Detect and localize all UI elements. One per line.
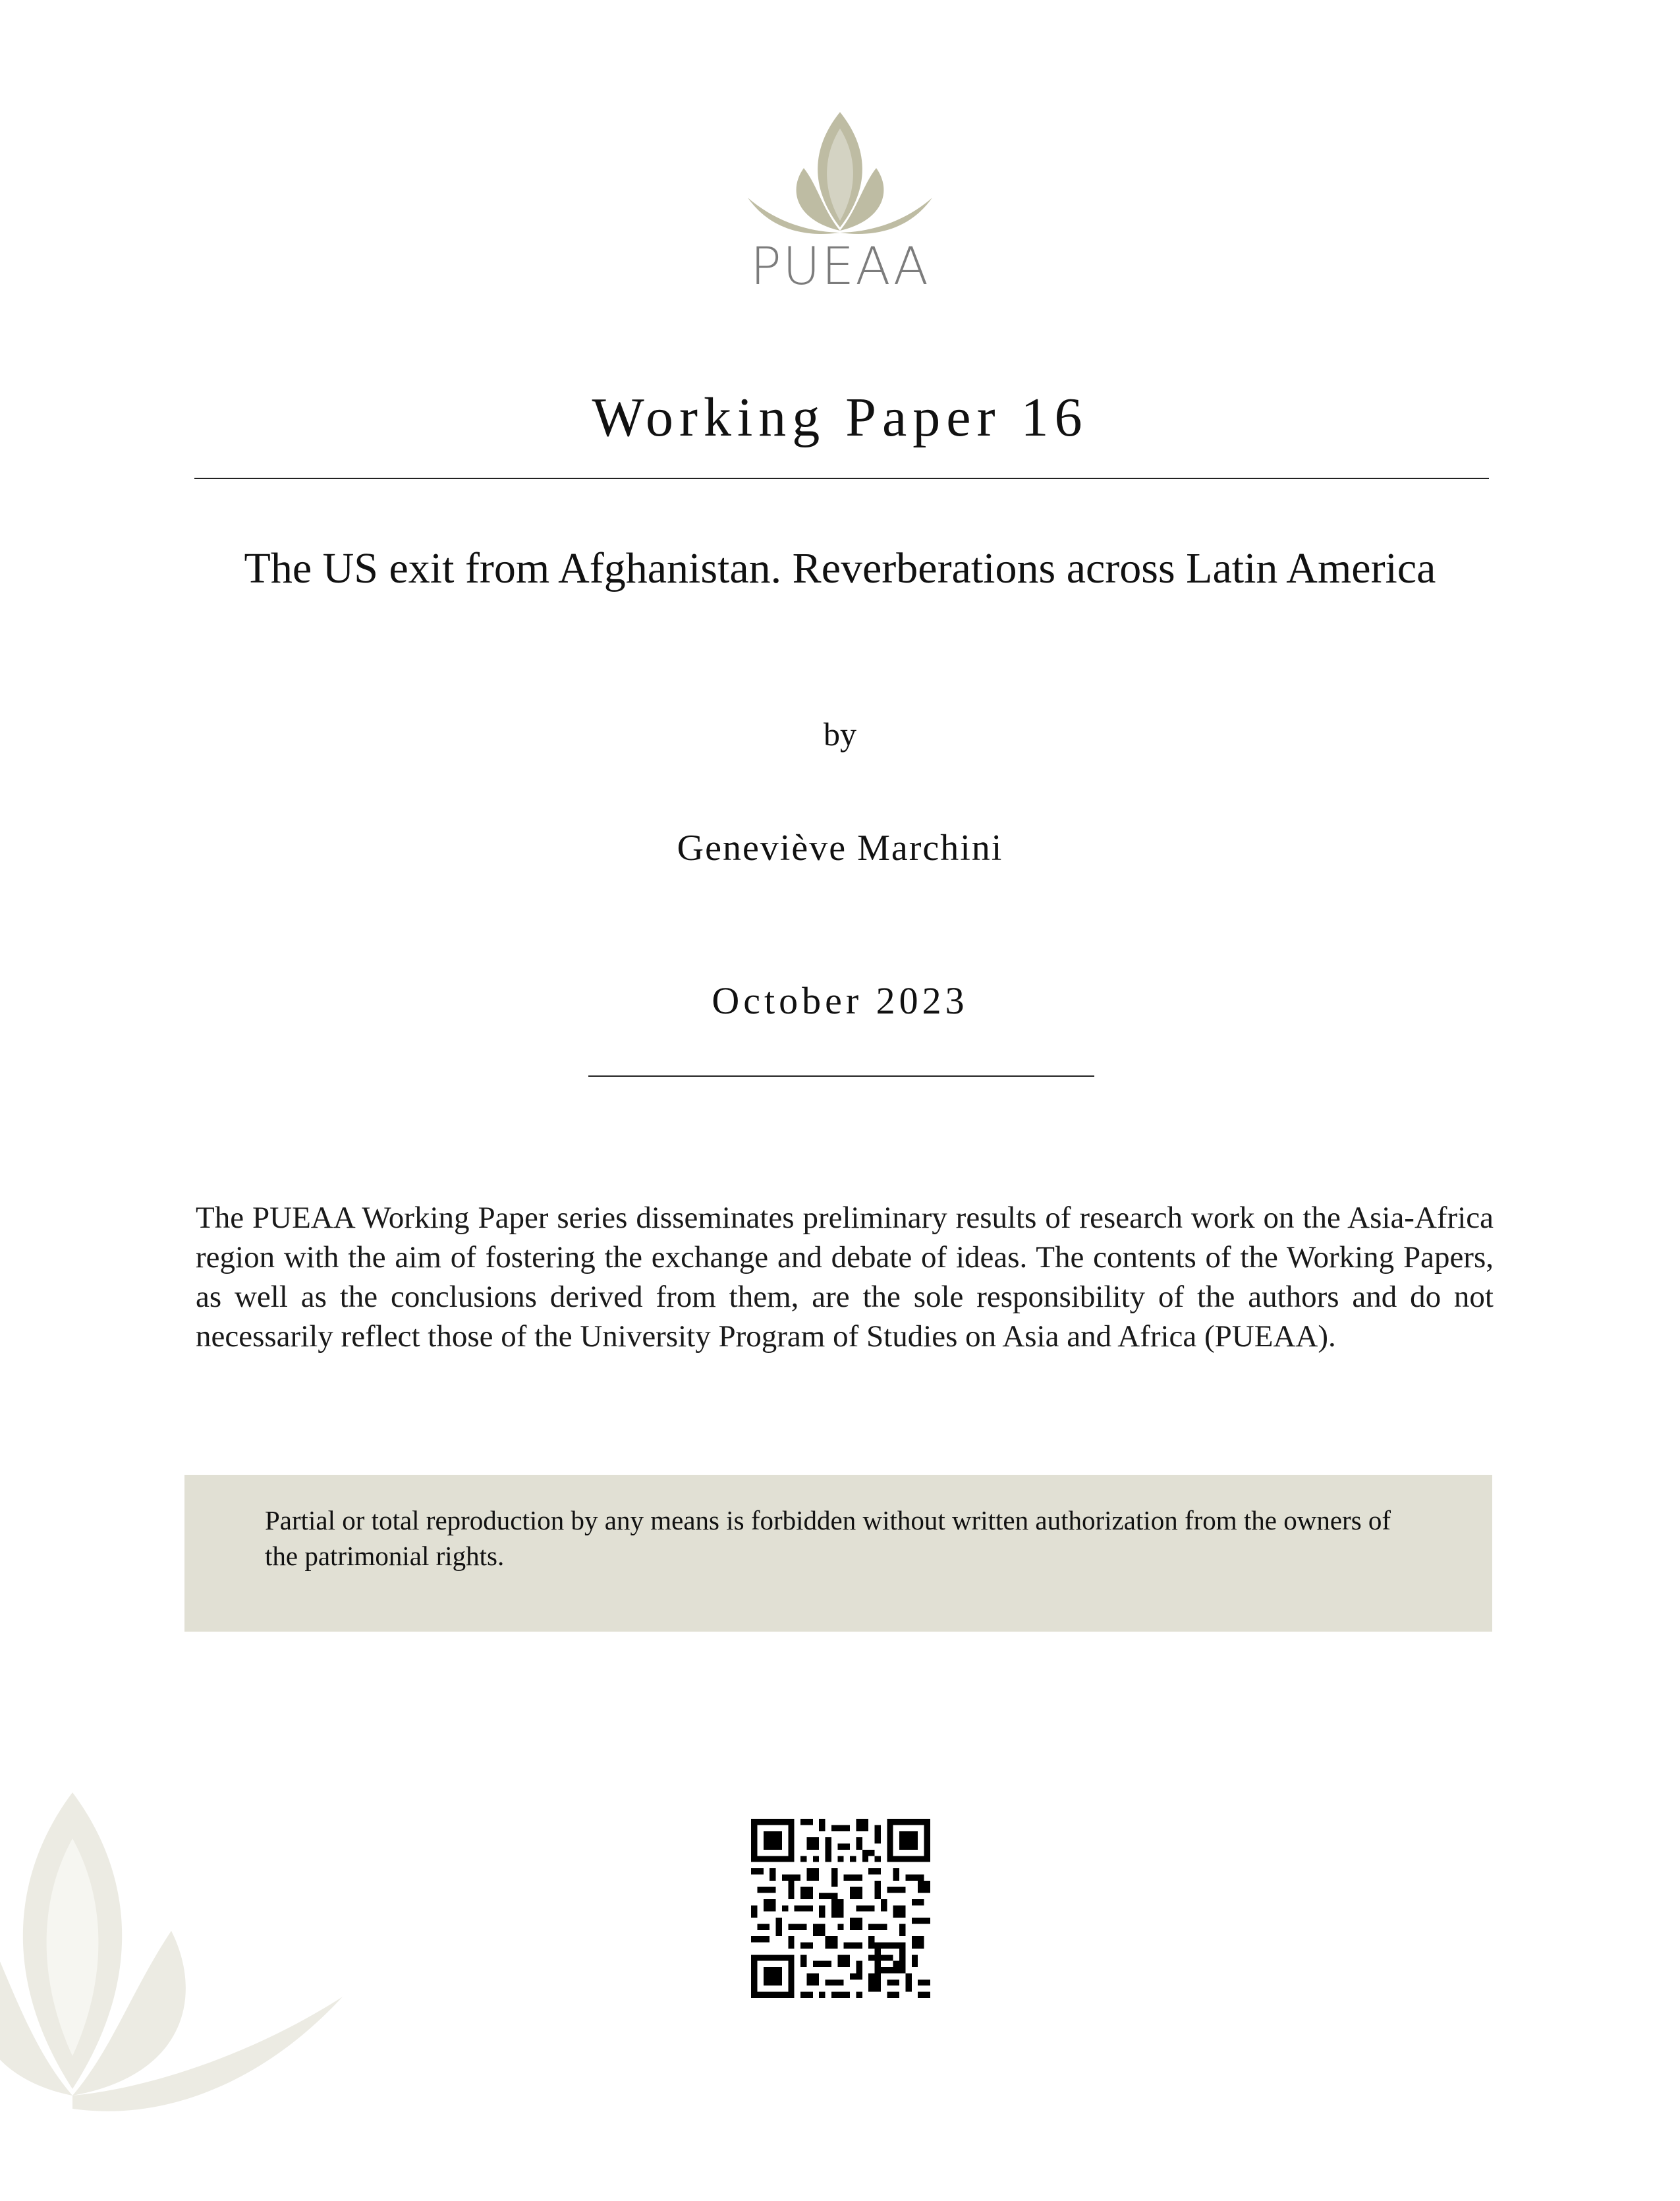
rights-notice-box	[184, 1475, 1492, 1632]
series-disclaimer: The PUEAA Working Paper series disseminates preliminary results of research work on the Asia-Africa region with the aim of fostering the exchange and debate of ideas. The contents of the Working Papers, as well as the conclusions derived from them, are the sole responsibility of the authors and do not necessarily reflect those of the University Program of Studies on Asia and Africa (PUEAA).	[196, 1201, 1494, 1354]
working-paper-title: Working Paper 16	[592, 387, 1088, 448]
publication-date: October 2023	[712, 979, 968, 1022]
logo-wordmark: PUEAA	[750, 237, 930, 297]
lotus-watermark-icon	[0, 1779, 382, 2201]
author-name: Geneviève Marchini	[677, 828, 1003, 869]
date-divider	[588, 1075, 1094, 1077]
title-divider	[194, 478, 1489, 479]
paper-title: The US exit from Afghanistan. Reverberations across Latin America	[244, 544, 1436, 592]
qr-code-icon[interactable]	[751, 1819, 930, 1998]
by-label: by	[824, 716, 856, 753]
rights-notice-text: Partial or total reproduction by any means is forbidden without written authorization from the owners of the patrimonial rights.	[265, 1505, 1391, 1571]
